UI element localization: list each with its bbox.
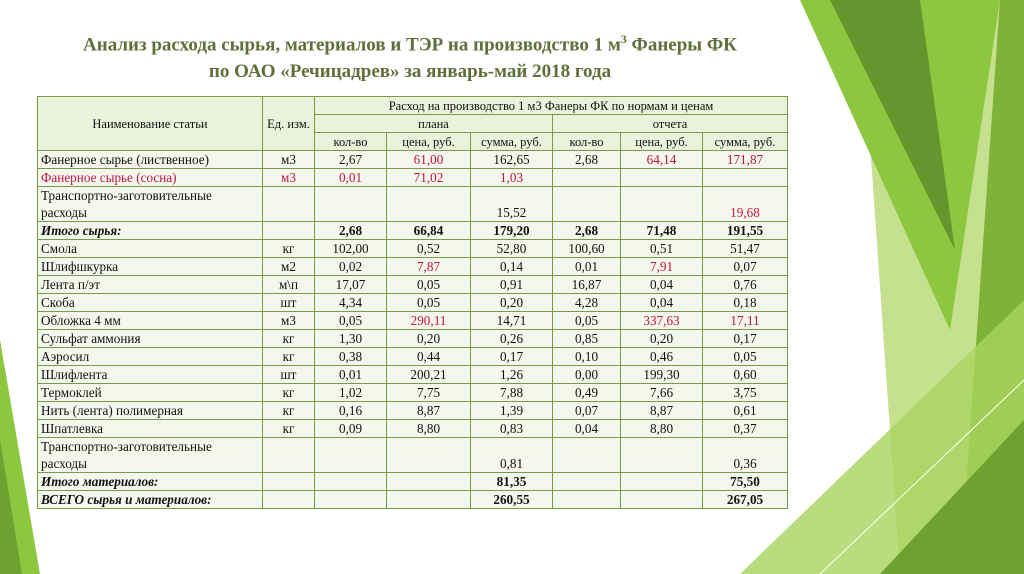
cell-actual-qty: 2,68 — [553, 222, 621, 240]
cell-actual-qty: 100,60 — [553, 240, 621, 258]
cell-actual-price: 0,20 — [621, 330, 703, 348]
cell-actual-sum: 17,11 — [703, 312, 788, 330]
cell-plan-price — [387, 473, 471, 491]
cell-plan-sum: 0,83 — [471, 420, 553, 438]
cell-plan-sum: 52,80 — [471, 240, 553, 258]
cell-actual-sum: 75,50 — [703, 473, 788, 491]
cell-plan-price — [387, 491, 471, 509]
cell-plan-price: 61,00 — [387, 151, 471, 169]
cell-plan-qty: 1,30 — [315, 330, 387, 348]
cell-name: Фанерное сырье (лиственное) — [38, 151, 263, 169]
cell-plan-qty: 2,68 — [315, 222, 387, 240]
cell-name: Шлифшкурка — [38, 258, 263, 276]
cell-plan-sum: 7,88 — [471, 384, 553, 402]
cell-plan-sum: 0,91 — [471, 276, 553, 294]
cell-actual-price: 8,80 — [621, 420, 703, 438]
cell-plan-qty — [315, 473, 387, 491]
table-row — [38, 240, 788, 258]
cell-name: Шпатлевка — [38, 420, 263, 438]
cell-unit: м\п — [263, 276, 315, 294]
header-unit: Ед. изм. — [263, 97, 315, 151]
cell-unit — [263, 222, 315, 240]
cell-plan-sum: 1,03 — [471, 169, 553, 187]
cell-actual-sum: 0,36 — [703, 438, 788, 473]
table-row — [38, 276, 788, 294]
cell-actual-qty: 0,04 — [553, 420, 621, 438]
cell-unit: м2 — [263, 258, 315, 276]
cell-name: Скоба — [38, 294, 263, 312]
cell-actual-qty: 0,01 — [553, 258, 621, 276]
cell-plan-qty: 0,09 — [315, 420, 387, 438]
cell-unit — [263, 473, 315, 491]
table-row — [38, 420, 788, 438]
cell-unit: м3 — [263, 151, 315, 169]
cell-unit: шт — [263, 294, 315, 312]
header-actual-qty: кол-во — [553, 133, 621, 151]
cell-plan-price — [387, 438, 471, 473]
cell-actual-sum: 0,60 — [703, 366, 788, 384]
cell-plan-qty: 0,01 — [315, 169, 387, 187]
cell-plan-price: 7,87 — [387, 258, 471, 276]
cell-plan-sum: 0,26 — [471, 330, 553, 348]
cell-plan-price: 0,52 — [387, 240, 471, 258]
cell-plan-sum: 260,55 — [471, 491, 553, 509]
cell-actual-price: 7,91 — [621, 258, 703, 276]
materials-table — [37, 96, 788, 509]
cell-name: Транспортно-заготовительные расходы — [38, 187, 263, 222]
cell-plan-price: 290,11 — [387, 312, 471, 330]
cell-plan-price: 8,80 — [387, 420, 471, 438]
cell-unit — [263, 187, 315, 222]
cell-name: Термоклей — [38, 384, 263, 402]
cell-actual-qty — [553, 169, 621, 187]
table-row — [38, 348, 788, 366]
cell-actual-price — [621, 169, 703, 187]
cell-actual-qty: 0,49 — [553, 384, 621, 402]
cell-actual-qty: 0,07 — [553, 402, 621, 420]
cell-unit: кг — [263, 240, 315, 258]
table-row — [38, 222, 788, 240]
cell-plan-price: 7,75 — [387, 384, 471, 402]
table-row — [38, 491, 788, 509]
table-row — [38, 438, 788, 473]
cell-actual-price — [621, 187, 703, 222]
cell-actual-sum: 0,17 — [703, 330, 788, 348]
cell-name: Лента п/эт — [38, 276, 263, 294]
cell-plan-price: 200,21 — [387, 366, 471, 384]
cell-plan-sum: 15,52 — [471, 187, 553, 222]
header-plan-sum: сумма, руб. — [471, 133, 553, 151]
header-plan-price: цена, руб. — [387, 133, 471, 151]
header-actual-sum: сумма, руб. — [703, 133, 788, 151]
cell-actual-qty: 4,28 — [553, 294, 621, 312]
cell-unit: шт — [263, 366, 315, 384]
cell-plan-qty: 0,05 — [315, 312, 387, 330]
cell-actual-qty — [553, 187, 621, 222]
cell-plan-sum: 179,20 — [471, 222, 553, 240]
table-row — [38, 330, 788, 348]
cell-name: Транспортно-заготовительные расходы — [38, 438, 263, 473]
header-plan-qty: кол-во — [315, 133, 387, 151]
header-actual-price: цена, руб. — [621, 133, 703, 151]
header-actual: отчета — [553, 115, 788, 133]
cell-name: Аэросил — [38, 348, 263, 366]
table-row — [38, 312, 788, 330]
cell-unit — [263, 438, 315, 473]
cell-unit — [263, 491, 315, 509]
cell-name: Обложка 4 мм — [38, 312, 263, 330]
cell-actual-sum — [703, 169, 788, 187]
cell-actual-price: 8,87 — [621, 402, 703, 420]
table-row — [38, 473, 788, 491]
cell-actual-qty — [553, 473, 621, 491]
table-row — [38, 384, 788, 402]
table-row — [38, 366, 788, 384]
table-row — [38, 258, 788, 276]
cell-actual-qty: 2,68 — [553, 151, 621, 169]
cell-plan-qty: 2,67 — [315, 151, 387, 169]
cell-plan-price: 8,87 — [387, 402, 471, 420]
cell-plan-qty — [315, 187, 387, 222]
cell-actual-price: 0,04 — [621, 294, 703, 312]
cell-actual-qty: 16,87 — [553, 276, 621, 294]
page-title — [30, 26, 790, 85]
cell-plan-price: 0,05 — [387, 276, 471, 294]
cell-actual-qty: 0,10 — [553, 348, 621, 366]
cell-actual-sum: 267,05 — [703, 491, 788, 509]
cell-unit: кг — [263, 420, 315, 438]
cell-unit: кг — [263, 384, 315, 402]
table-row — [38, 187, 788, 222]
cell-actual-sum: 19,68 — [703, 187, 788, 222]
table-row — [38, 402, 788, 420]
cell-plan-qty — [315, 491, 387, 509]
cell-plan-sum: 0,17 — [471, 348, 553, 366]
table-row — [38, 294, 788, 312]
cell-unit: кг — [263, 348, 315, 366]
cell-actual-qty — [553, 491, 621, 509]
cell-name: Итого материалов: — [38, 473, 263, 491]
header-name: Наименование статьи — [38, 97, 263, 151]
cell-plan-sum: 0,14 — [471, 258, 553, 276]
cell-actual-sum: 51,47 — [703, 240, 788, 258]
cell-actual-price: 199,30 — [621, 366, 703, 384]
cell-plan-price — [387, 187, 471, 222]
cell-actual-price: 337,63 — [621, 312, 703, 330]
cell-plan-qty: 0,16 — [315, 402, 387, 420]
header-plan: плана — [315, 115, 553, 133]
cell-actual-sum: 0,05 — [703, 348, 788, 366]
cell-actual-sum: 0,61 — [703, 402, 788, 420]
cell-plan-price: 0,05 — [387, 294, 471, 312]
cell-name: Сульфат аммония — [38, 330, 263, 348]
cell-actual-qty — [553, 438, 621, 473]
cell-actual-qty: 0,85 — [553, 330, 621, 348]
cell-unit: м3 — [263, 169, 315, 187]
cell-plan-sum: 162,65 — [471, 151, 553, 169]
cell-actual-sum: 0,76 — [703, 276, 788, 294]
cell-name: Итого сырья: — [38, 222, 263, 240]
cell-unit: кг — [263, 330, 315, 348]
cell-actual-price — [621, 438, 703, 473]
cell-actual-sum: 0,07 — [703, 258, 788, 276]
cell-name: Фанерное сырье (сосна) — [38, 169, 263, 187]
cell-actual-price: 7,66 — [621, 384, 703, 402]
cell-name: Нить (лента) полимерная — [38, 402, 263, 420]
cell-actual-price: 71,48 — [621, 222, 703, 240]
cell-plan-qty: 102,00 — [315, 240, 387, 258]
cell-plan-qty: 0,01 — [315, 366, 387, 384]
cell-actual-price: 64,14 — [621, 151, 703, 169]
cell-plan-sum: 1,26 — [471, 366, 553, 384]
cell-actual-price: 0,04 — [621, 276, 703, 294]
cell-actual-price: 0,51 — [621, 240, 703, 258]
cell-actual-sum: 171,87 — [703, 151, 788, 169]
cell-plan-sum: 1,39 — [471, 402, 553, 420]
cell-actual-price: 0,46 — [621, 348, 703, 366]
cell-unit: кг — [263, 402, 315, 420]
cell-plan-price: 71,02 — [387, 169, 471, 187]
table-row — [38, 151, 788, 169]
cell-plan-qty: 0,02 — [315, 258, 387, 276]
cell-actual-sum: 0,18 — [703, 294, 788, 312]
cell-plan-sum: 0,20 — [471, 294, 553, 312]
title-line-1: Анализ расхода сырья, материалов и ТЭР на производство 1 $м^3$ Фанеры ФК — [83, 32, 737, 56]
cell-actual-qty: 0,05 — [553, 312, 621, 330]
cell-plan-price: 0,44 — [387, 348, 471, 366]
cell-actual-sum: 3,75 — [703, 384, 788, 402]
cell-plan-price: 0,20 — [387, 330, 471, 348]
table-row — [38, 169, 788, 187]
cell-unit: м3 — [263, 312, 315, 330]
cell-actual-price — [621, 473, 703, 491]
cell-plan-price: 66,84 — [387, 222, 471, 240]
cell-actual-price — [621, 491, 703, 509]
cell-plan-qty: 0,38 — [315, 348, 387, 366]
title-line-2: по ОАО «Речицадрев» за январь-май 2018 года — [208, 61, 612, 83]
cell-plan-qty — [315, 438, 387, 473]
header-group: Расход на производство 1 м3 Фанеры ФК по нормам и ценам — [315, 97, 788, 115]
cell-plan-sum: 81,35 — [471, 473, 553, 491]
cell-plan-qty: 1,02 — [315, 384, 387, 402]
cell-name: ВСЕГО сырья и материалов: — [38, 491, 263, 509]
cell-plan-sum: 0,81 — [471, 438, 553, 473]
cell-name: Смола — [38, 240, 263, 258]
cell-actual-sum: 191,55 — [703, 222, 788, 240]
cell-actual-sum: 0,37 — [703, 420, 788, 438]
cell-actual-qty: 0,00 — [553, 366, 621, 384]
cell-plan-sum: 14,71 — [471, 312, 553, 330]
cell-name: Шлифлента — [38, 366, 263, 384]
cell-plan-qty: 17,07 — [315, 276, 387, 294]
cell-plan-qty: 4,34 — [315, 294, 387, 312]
